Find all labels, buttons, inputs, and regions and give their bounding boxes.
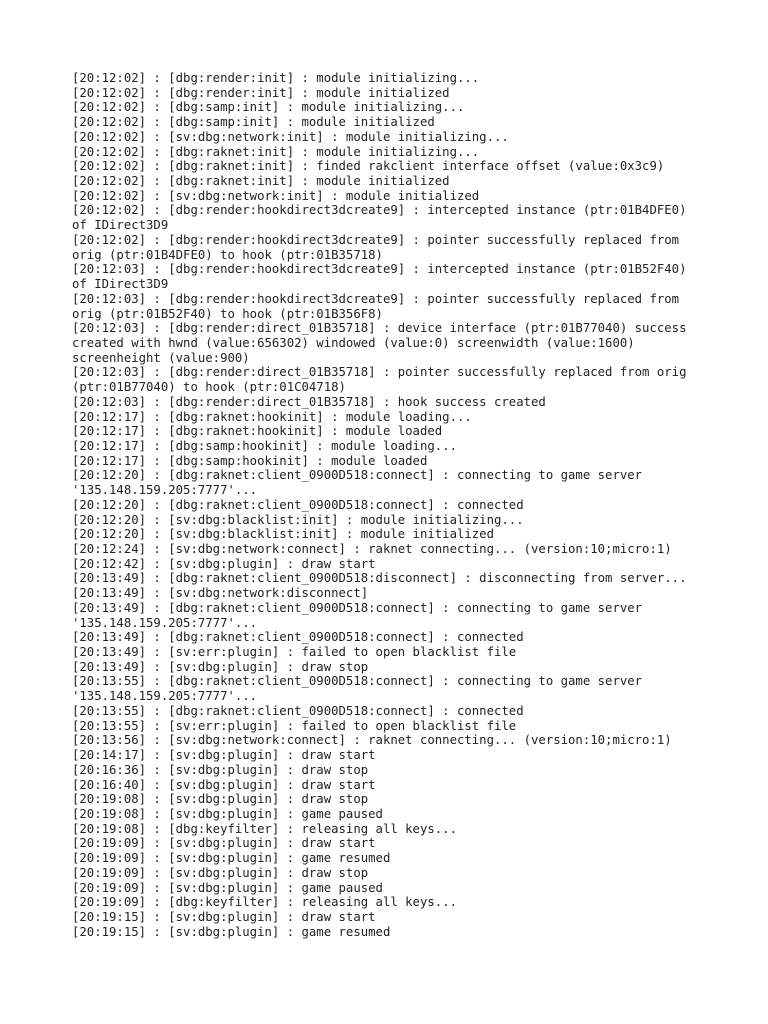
log-line: [20:12:02] : [dbg:render:init] : module initialized: [72, 85, 450, 100]
log-line: [20:12:17] : [dbg:samp:hookinit] : module loaded: [72, 453, 428, 468]
log-line: [20:19:09] : [sv:dbg:plugin] : game paused: [72, 880, 383, 895]
log-line: orig (ptr:01B52F40) to hook (ptr:01B356F8): [72, 306, 383, 321]
log-line: created with hwnd (value:656302) windowed (value:0) screenwidth (value:1600): [72, 335, 635, 350]
log-line: [20:12:20] : [sv:dbg:blacklist:init] : module initializing...: [72, 512, 524, 527]
log-line: [20:13:49] : [dbg:raknet:client_0900D518:connect] : connecting to game server: [72, 600, 643, 615]
log-line: [20:12:03] : [dbg:render:hookdirect3dcreate9] : pointer successfully replaced from: [72, 291, 680, 306]
log-line: [20:12:02] : [dbg:raknet:init] : module initializing...: [72, 144, 480, 159]
log-line: [20:12:02] : [dbg:samp:init] : module initializing...: [72, 100, 465, 115]
log-line: [20:19:15] : [sv:dbg:plugin] : draw start: [72, 909, 376, 924]
log-line: [20:12:03] : [dbg:render:direct_01B35718] : hook success created: [72, 394, 546, 409]
log-line: screenheight (value:900): [72, 350, 250, 365]
log-line: '135.148.159.205:7777'...: [72, 483, 258, 498]
log-line: [20:13:55] : [sv:err:plugin] : failed to open blacklist file: [72, 718, 517, 733]
log-line: [20:19:09] : [sv:dbg:plugin] : game resumed: [72, 851, 391, 866]
log-line: [20:12:02] : [dbg:render:init] : module initializing...: [72, 71, 480, 85]
log-line: [20:13:55] : [dbg:raknet:client_0900D518:connect] : connecting to game server: [72, 674, 643, 689]
log-line: [20:19:09] : [dbg:keyfilter] : releasing all keys...: [72, 895, 457, 910]
log-line: [20:12:20] : [dbg:raknet:client_0900D518:connect] : connected: [72, 497, 524, 512]
log-line: [20:16:40] : [sv:dbg:plugin] : draw start: [72, 777, 376, 792]
log-line: [20:13:49] : [sv:dbg:network:disconnect]: [72, 586, 369, 601]
log-line: [20:12:02] : [sv:dbg:network:init] : module initialized: [72, 188, 480, 203]
log-line: [20:12:02] : [dbg:render:hookdirect3dcreate9] : intercepted instance (ptr:01B4DFE0): [72, 203, 687, 218]
log-line: of IDirect3D9: [72, 277, 169, 292]
log-line: [20:13:49] : [sv:dbg:plugin] : draw stop: [72, 659, 369, 674]
log-line: [20:12:03] : [dbg:render:direct_01B35718] : pointer successfully replaced from orig: [72, 365, 687, 380]
log-line: [20:16:36] : [sv:dbg:plugin] : draw stop: [72, 762, 369, 777]
log-line: [20:12:03] : [dbg:render:direct_01B35718] : device interface (ptr:01B77040) success: [72, 321, 687, 336]
log-line: '135.148.159.205:7777'...: [72, 615, 258, 630]
log-text-body: [72, 71, 712, 939]
log-line: [20:13:49] : [dbg:raknet:client_0900D518:connect] : connected: [72, 630, 524, 645]
log-line: orig (ptr:01B4DFE0) to hook (ptr:01B35718): [72, 247, 383, 262]
log-line: '135.148.159.205:7777'...: [72, 689, 258, 704]
log-line: (ptr:01B77040) to hook (ptr:01C04718): [72, 380, 346, 395]
log-line: [20:12:20] : [dbg:raknet:client_0900D518:connect] : connecting to game server: [72, 468, 643, 483]
log-line: [20:12:17] : [dbg:raknet:hookinit] : module loaded: [72, 424, 443, 439]
log-line: [20:19:08] : [sv:dbg:plugin] : game paused: [72, 806, 383, 821]
log-line: [20:12:02] : [dbg:render:hookdirect3dcreate9] : pointer successfully replaced from: [72, 232, 680, 247]
log-line: [20:12:02] : [dbg:raknet:init] : finded rakclient interface offset (value:0x3c9): [72, 159, 665, 174]
log-line: [20:12:02] : [dbg:samp:init] : module initialized: [72, 115, 435, 130]
log-line: [20:12:17] : [dbg:samp:hookinit] : module loading...: [72, 438, 457, 453]
log-line: [20:12:02] : [sv:dbg:network:init] : module initializing...: [72, 129, 509, 144]
log-line: [20:19:09] : [sv:dbg:plugin] : draw start: [72, 836, 376, 851]
log-line: [20:12:17] : [dbg:raknet:hookinit] : module loading...: [72, 409, 472, 424]
log-line: of IDirect3D9: [72, 218, 169, 233]
log-line: [20:12:03] : [dbg:render:hookdirect3dcreate9] : intercepted instance (ptr:01B52F40): [72, 262, 687, 277]
log-line: [20:13:56] : [sv:dbg:network:connect] : raknet connecting... (version:10;micro:1): [72, 733, 672, 748]
log-line: [20:12:20] : [sv:dbg:blacklist:init] : module initialized: [72, 527, 494, 542]
log-line: [20:13:49] : [sv:err:plugin] : failed to open blacklist file: [72, 645, 517, 660]
log-line: [20:19:15] : [sv:dbg:plugin] : game resumed: [72, 924, 391, 939]
log-line: [20:13:55] : [dbg:raknet:client_0900D518:connect] : connected: [72, 703, 524, 718]
log-line: [20:13:49] : [dbg:raknet:client_0900D518:disconnect] : disconnecting from server...: [72, 571, 687, 586]
log-line: [20:12:02] : [dbg:raknet:init] : module initialized: [72, 174, 450, 189]
log-line: [20:12:42] : [sv:dbg:plugin] : draw start: [72, 556, 376, 571]
log-line: [20:19:08] : [dbg:keyfilter] : releasing all keys...: [72, 821, 457, 836]
log-line: [20:19:08] : [sv:dbg:plugin] : draw stop: [72, 792, 369, 807]
log-line: [20:12:24] : [sv:dbg:network:connect] : raknet connecting... (version:10;micro:1): [72, 542, 672, 556]
log-line: [20:14:17] : [sv:dbg:plugin] : draw start: [72, 748, 376, 763]
log-line: [20:19:09] : [sv:dbg:plugin] : draw stop: [72, 865, 369, 880]
